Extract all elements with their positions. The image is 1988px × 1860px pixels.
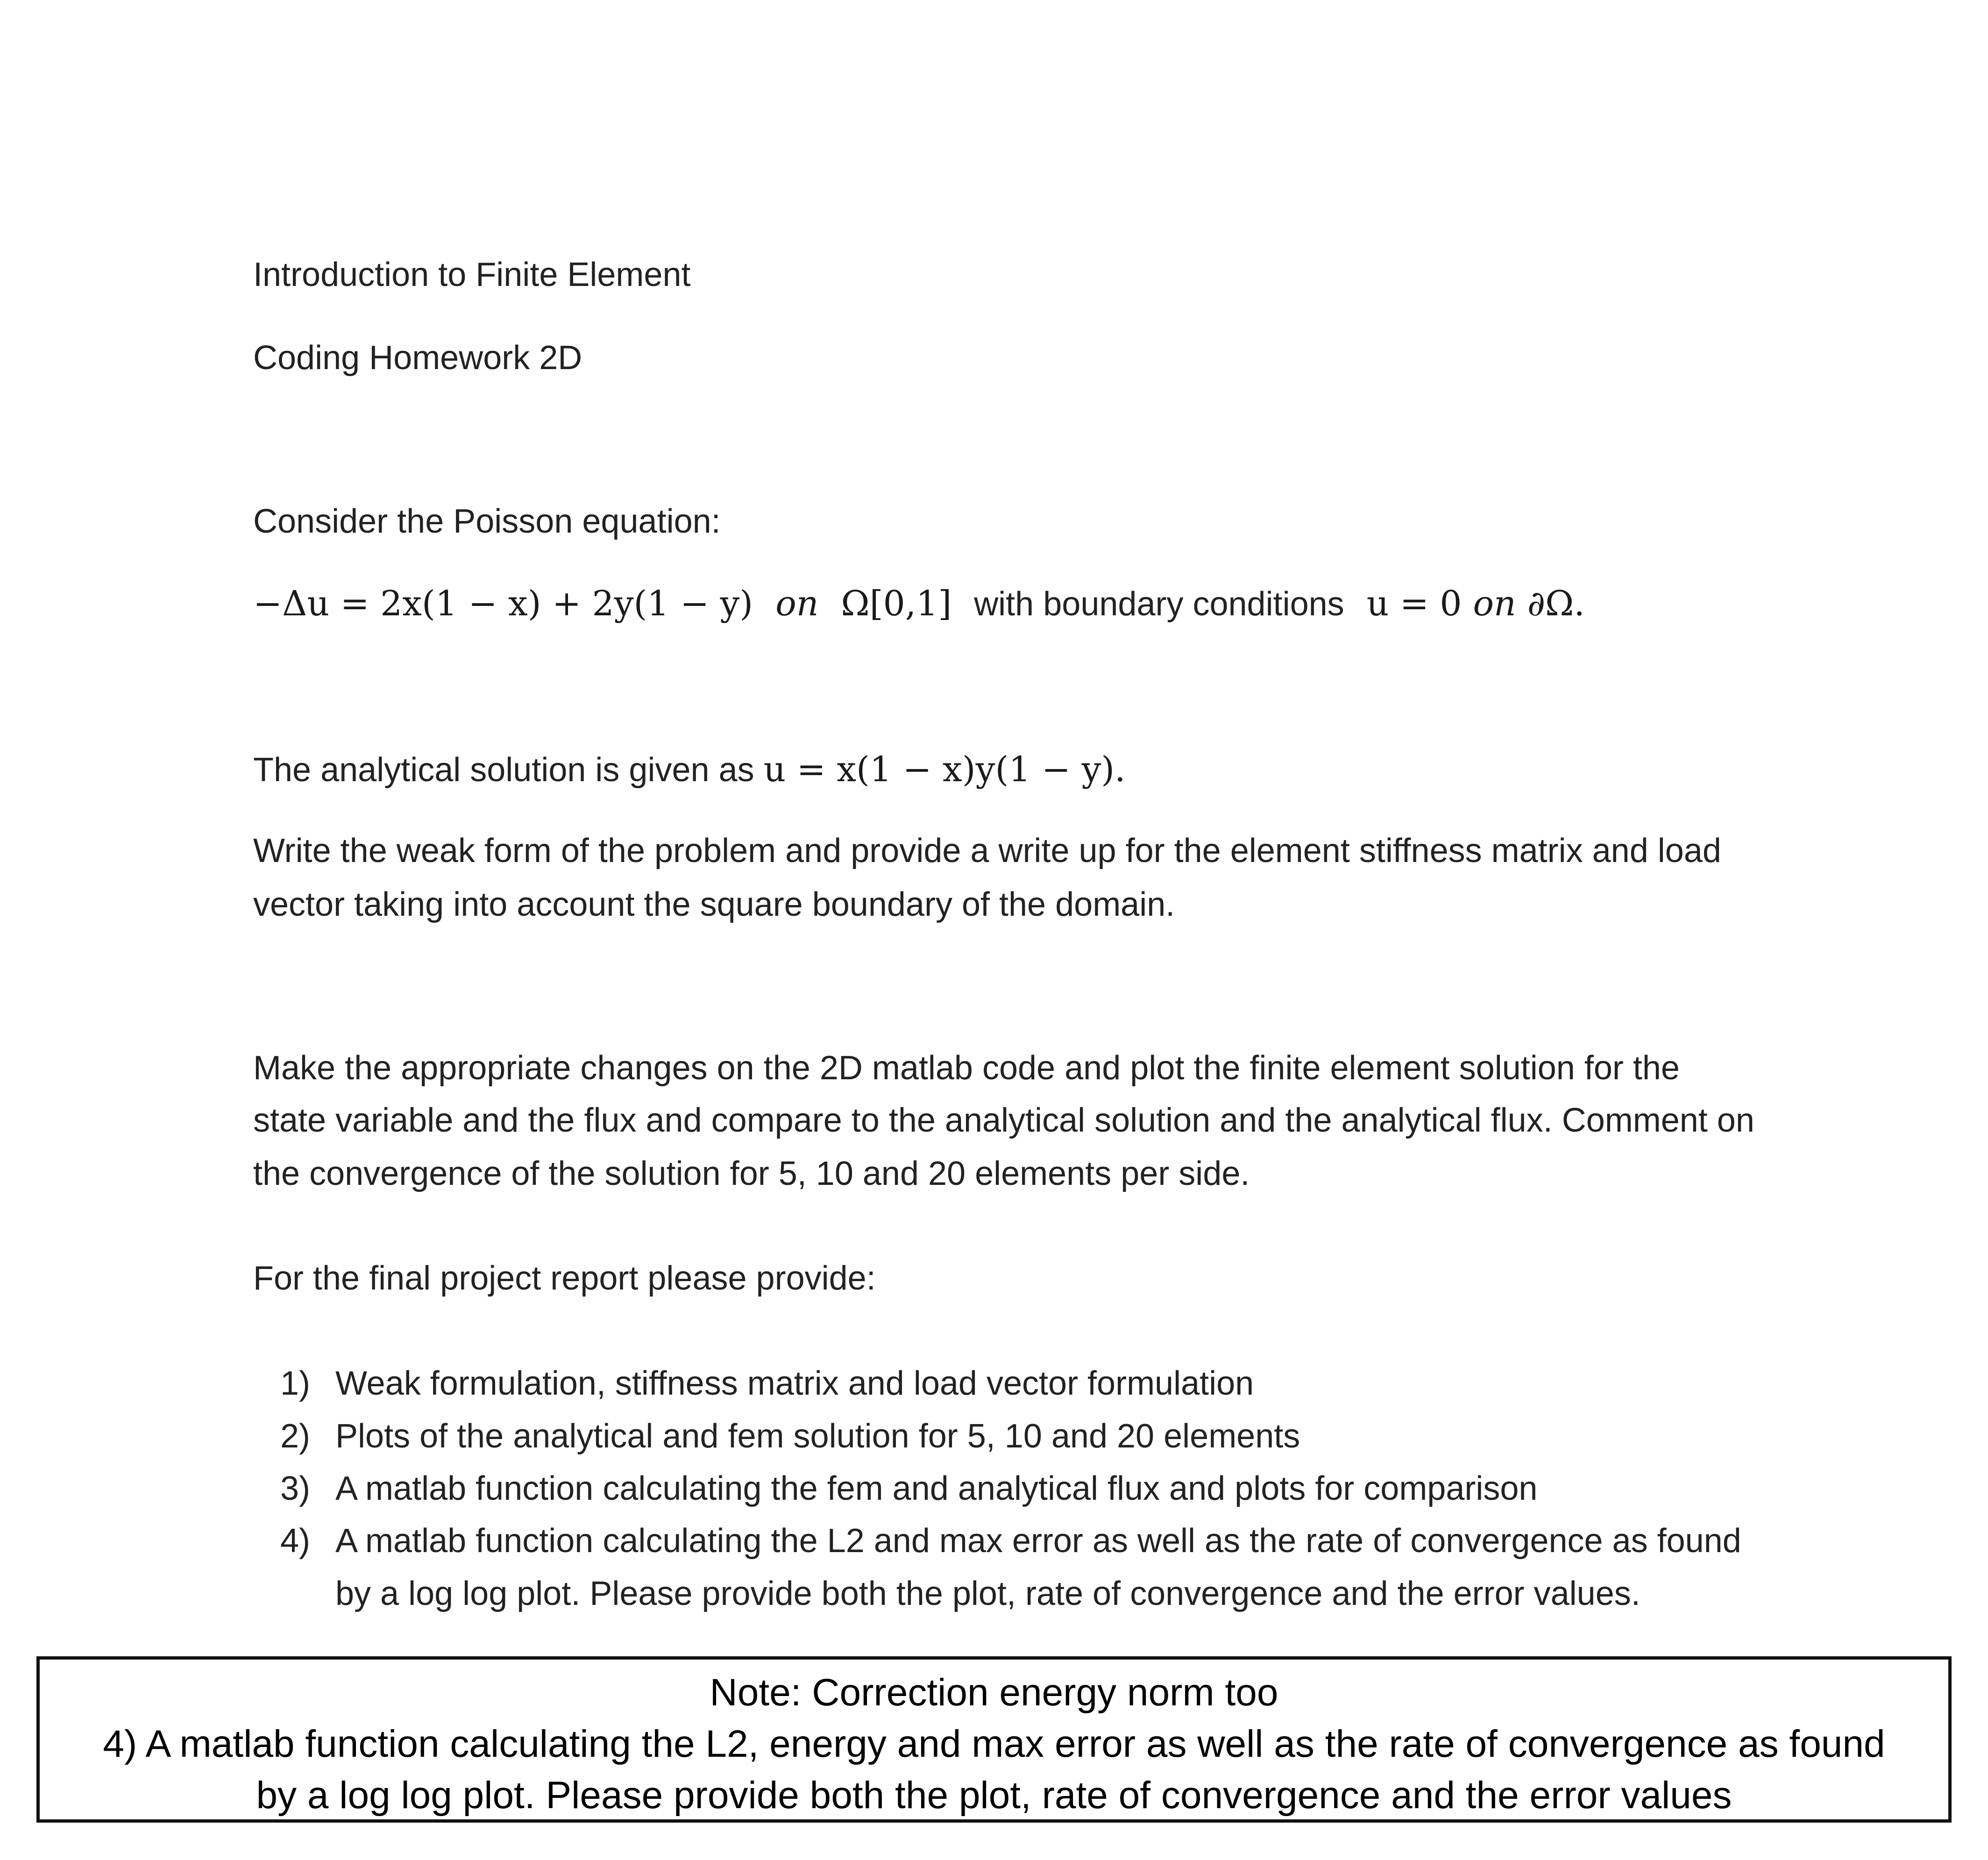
matlab-task-line-3: the convergence of the solution for 5, 10 and 20 elements per side. [253,1155,1250,1192]
list-item-text: A matlab function calculating the L2 and max error as well as the rate of convergence as found [335,1522,1741,1560]
course-title: Introduction to Finite Element [253,256,691,293]
list-item [280,1472,1537,1505]
list-item-text: Weak formulation, stiffness matrix and load vector formulation [335,1365,1254,1402]
list-item [280,1419,1300,1453]
equation-on-word: on [775,584,819,624]
matlab-task-line-2: state variable and the flux and compare to the analytical solution and the analytical flux. Comment on [253,1102,1754,1139]
correction-note-box [36,1656,1952,1823]
list-item [280,1524,1741,1558]
poisson-equation-line [253,584,1585,624]
problem-intro: Consider the Poisson equation: [253,503,721,540]
analytical-solution-line [253,749,1126,790]
note-line-2: by a log log plot. Please provide both the plot, rate of convergence and the error values [256,1774,1732,1817]
list-item-continuation: by a log log plot. Please provide both the plot, rate of convergence and the error values. [335,1575,1640,1612]
list-item-number: 2) [280,1418,311,1455]
list-item-number: 4) [280,1522,311,1560]
equation-domain: Ω[0,1] [841,584,952,624]
list-item-number: 1) [280,1365,311,1402]
homework-title: Coding Homework 2D [253,339,582,377]
note-line-1: 4) A matlab function calculating the L2, energy and max error as well as the rate of convergence as found [103,1723,1885,1765]
analytical-solution-formula: u = x(1 − x)y(1 − y). [763,749,1126,790]
boundary-on-word: on [1473,584,1516,624]
weak-form-line-2: vector taking into account the square boundary of the domain. [253,886,1175,923]
boundary-condition: u = 0 [1366,584,1462,624]
note-title: Note: Correction energy norm too [710,1671,1278,1714]
list-item [280,1367,1254,1400]
boundary-symbol: ∂Ω. [1527,584,1585,624]
list-item-text: Plots of the analytical and fem solution for 5, 10 and 20 elements [335,1418,1300,1455]
equation-lhs: −Δu = 2x(1 − x) + 2y(1 − y) [253,584,753,624]
list-item-number: 3) [280,1470,311,1507]
weak-form-line-1: Write the weak form of the problem and provide a write up for the element stiffness matrix and load [253,832,1721,869]
analytical-solution-text: The analytical solution is given as [253,751,754,789]
list-item-text: A matlab function calculating the fem and analytical flux and plots for comparison [335,1470,1538,1507]
boundary-conditions-text: with boundary conditions [974,585,1344,623]
matlab-task-line-1: Make the appropriate changes on the 2D matlab code and plot the finite element solution for the [253,1049,1680,1087]
report-intro: For the final project report please provide: [253,1260,876,1297]
